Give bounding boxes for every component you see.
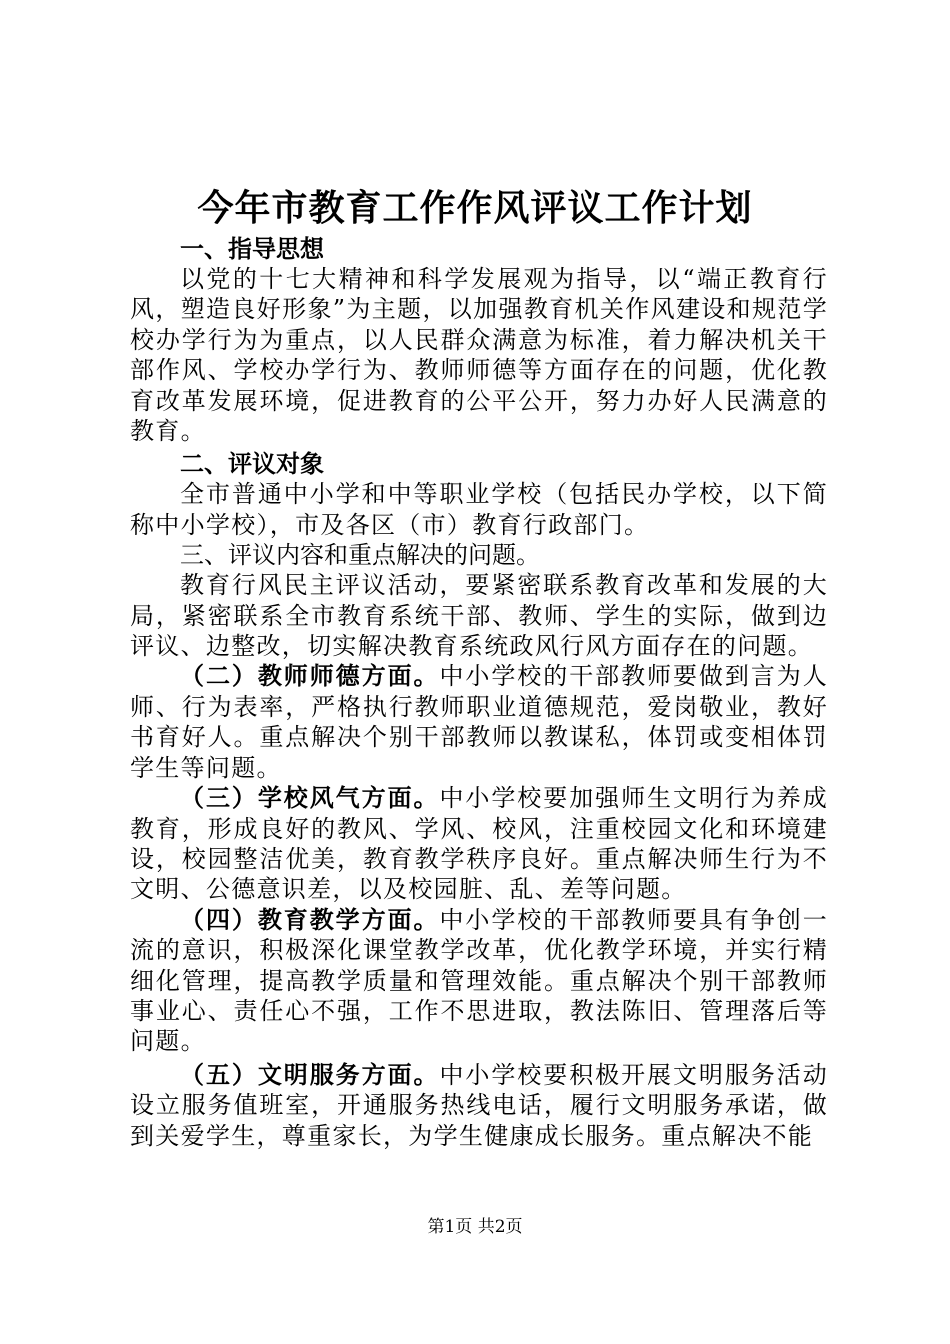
paragraph-review-content: 教育行风民主评议活动，要紧密联系教育改革和发展的大局，紧密联系全市教育系统干部、教师、学生的实际，做到边评议、边整改，切实解决教育系统政风行风方面存在的问题。 [130,571,828,661]
section-heading-review-content: 三、评议内容和重点解决的问题。 [180,541,540,570]
paragraph-teaching [130,905,828,1057]
paragraph-teacher-ethics [130,661,828,783]
document-title: 今年市教育工作作风评议工作计划 [197,188,753,229]
paragraph-review-targets: 全市普通中小学和中等职业学校（包括民办学校，以下简称中小学校），市及各区（市）教育行政部门。 [130,480,828,539]
paragraph-guiding-ideology: 以党的十七大精神和科学发展观为指导，以“端正教育行风，塑造良好形象”为主题，以加强教育机关作风建设和规范学校办学行为为重点，以人民群众满意为标准，着力解决机关干部作风、学校办学行为、教师师德等方面存在的问题，优化教育改革发展环境，促进教育的公平公开，努力办好人民满意的教育。 [130,265,828,446]
lead-teacher-ethics: （二）教师师德方面。 [180,662,440,691]
lead-civil-service: （五）文明服务方面。 [180,1060,440,1089]
paragraph-civil-service [130,1060,828,1151]
section-heading-review-targets: 二、评议对象 [180,450,324,479]
text-teacher-ethics: 中小学校的干部教师要做到言为人师、行为表率，严格执行教师职业道德规范，爱岗敬业，教好书育好人。重点解决个别干部教师以教谋私，体罚或变相体罚学生等问题。 [130,662,829,782]
page-footer: 第1页 共2页 [427,1217,523,1237]
text-school-atmosphere: 中小学校要加强师生文明行为养成教育，形成良好的教风、学风、校风，注重校园文化和环境建设，校园整洁优美，教育教学秩序良好。重点解决师生行为不文明、公德意识差，以及校园脏、乱、差等问题。 [130,784,829,904]
paragraph-school-atmosphere [130,783,828,905]
text-teaching: 中小学校的干部教师要具有争创一流的意识，积极深化课堂教学改革，优化教学环境，并实行精细化管理，提高教学质量和管理效能。重点解决个别干部教师事业心、责任心不强，工作不思进取，教法陈旧、管理落后等问题。 [130,905,829,1056]
document-body [130,234,828,1151]
text-civil-service: 中小学校要积极开展文明服务活动设立服务值班室，开通服务热线电话，履行文明服务承诺，做到关爱学生，尊重家长，为学生健康成长服务。重点解决不能 [130,1060,829,1150]
lead-school-atmosphere: （三）学校风气方面。 [180,784,440,813]
section-heading-guiding-ideology: 一、指导思想 [180,235,324,263]
lead-teaching: （四）教育教学方面。 [180,905,440,934]
